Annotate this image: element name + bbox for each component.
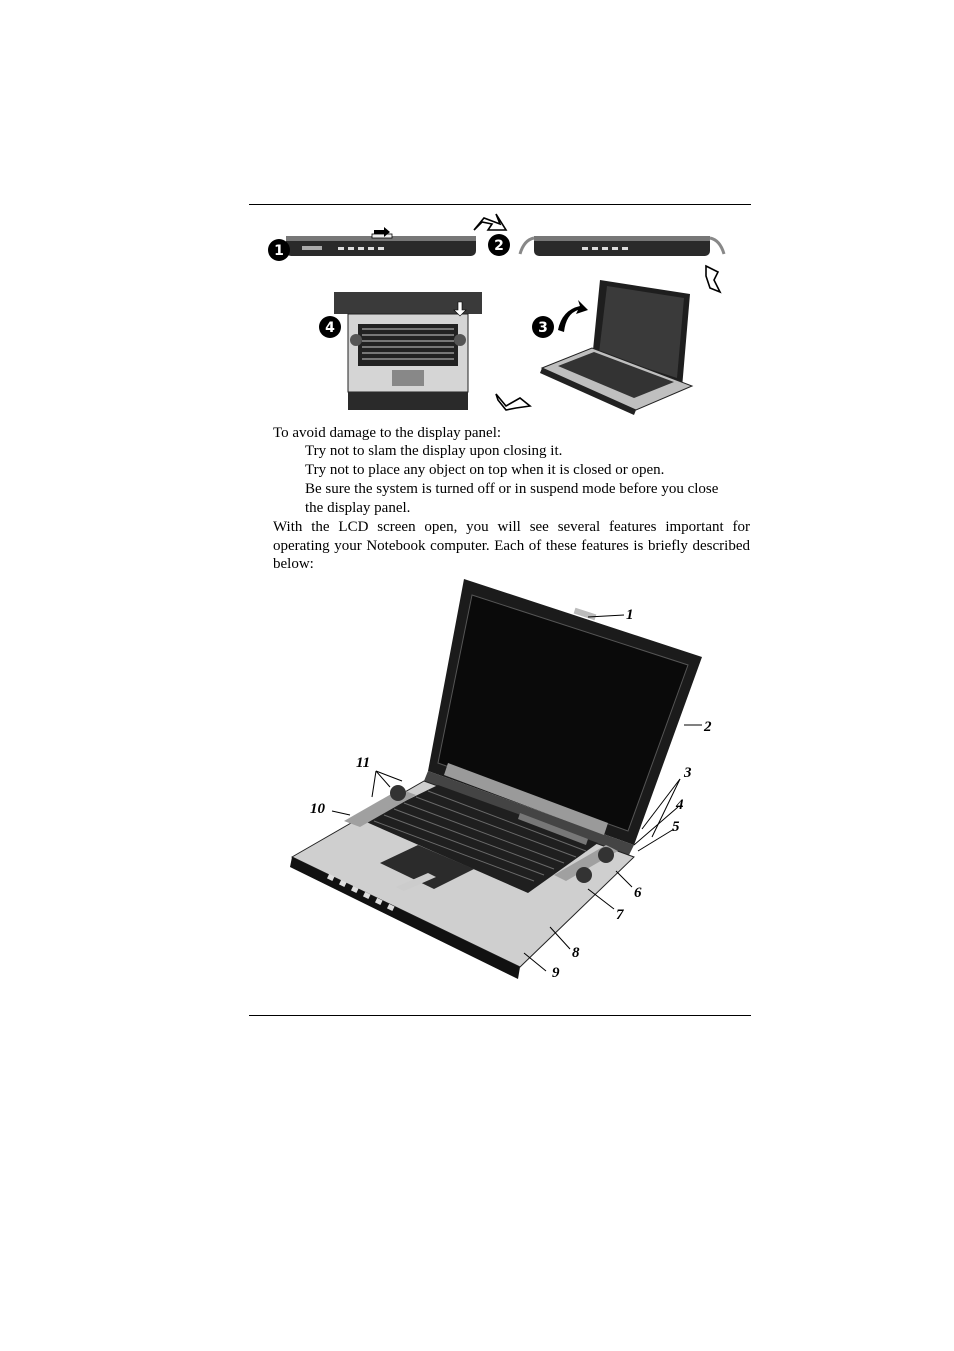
rotate-arrow-icon — [706, 266, 720, 292]
callout-3: 3 — [684, 765, 692, 781]
hinge-arrow-icon — [520, 238, 534, 254]
open-display-steps-figure — [262, 210, 750, 415]
callout-8: 8 — [572, 945, 580, 961]
callout-10: 10 — [310, 801, 325, 817]
step-1-label: 1 — [274, 243, 284, 259]
open-laptop-perspective — [540, 280, 692, 415]
step-2-label: 2 — [494, 238, 504, 254]
lift-arrow-icon — [474, 214, 506, 230]
callout-7: 7 — [616, 907, 624, 923]
bullet-item: Be sure the system is turned off or in suspend mode before you close the display panel. — [305, 481, 719, 516]
callout-2: 2 — [704, 719, 712, 735]
callout-4: 4 — [676, 797, 684, 813]
callout-5: 5 — [672, 819, 680, 835]
bullet-item: Try not to place any object on top when it is closed or open. — [305, 462, 665, 478]
intro-text: To avoid damage to the display panel: — [273, 425, 502, 441]
closed-laptop-front-1 — [286, 227, 476, 256]
callout-9: 9 — [552, 965, 560, 981]
return-arrow-icon — [496, 394, 530, 410]
top-rule — [249, 204, 751, 205]
bottom-rule — [249, 1015, 751, 1016]
step-4-label: 4 — [325, 320, 335, 336]
hinge-arrow-icon — [710, 238, 724, 254]
step-2-marker — [488, 234, 510, 256]
step-3-label: 3 — [538, 320, 548, 336]
bullet-item: Try not to slam the display upon closing it. — [305, 443, 563, 459]
callout-1: 1 — [626, 607, 634, 623]
callout-6: 6 — [634, 885, 642, 901]
laptop-illustration — [290, 579, 702, 979]
open-laptop-topview — [334, 292, 482, 410]
step-1-marker — [268, 239, 290, 261]
features-paragraph: With the LCD screen open, you will see several features important for operating your Notebook computer. Each of these features is briefly described below: — [273, 519, 750, 572]
open-arrow-icon — [558, 300, 588, 332]
callout-11: 11 — [356, 755, 371, 771]
step-3-marker — [532, 316, 554, 338]
notebook-features-figure — [288, 575, 728, 987]
step-4-marker — [319, 316, 341, 338]
closed-laptop-front-2 — [520, 236, 724, 256]
